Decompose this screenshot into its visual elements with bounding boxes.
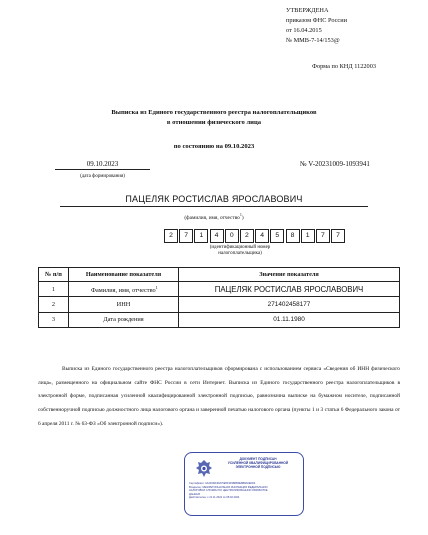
inn-digit: 8 xyxy=(286,229,300,243)
fns-emblem-icon xyxy=(193,458,215,480)
row-value: ПАЦЕЛЯК РОСТИСЛАВ ЯРОСЛАВОВИЧ xyxy=(179,282,400,297)
document-title-line2: в отношении физического лица xyxy=(166,119,262,126)
stamp-owner-line: ДАННЫХ xyxy=(189,492,201,496)
footnote-marker: 1 xyxy=(239,212,242,217)
inn-digit: 2 xyxy=(164,229,178,243)
full-name-caption-text: (фамилия, имя, отчество xyxy=(184,214,240,221)
electronic-signature-stamp xyxy=(184,452,304,516)
table-row xyxy=(39,297,400,312)
column-header-value: Значение показателя xyxy=(179,268,400,282)
document-title-line1: Выписка из Единого государственного реестра налогоплательщиков xyxy=(111,109,317,116)
stamp-owner-line: НАЛОГОВОЙ СЛУЖБЫ ПО ЦЕНТРАЛИЗОВАННОЙ ОБРАБОТКЕ xyxy=(189,489,268,493)
full-name-caption-end: ) xyxy=(241,214,244,221)
inn-digit: 2 xyxy=(240,229,254,243)
person-full-name: ПАЦЕЛЯК РОСТИСЛАВ ЯРОСЛАВОВИЧ xyxy=(60,194,368,207)
approval-block xyxy=(286,6,347,46)
row-label-text: Фамилия, имя, отчество xyxy=(91,286,156,294)
table-row xyxy=(39,282,400,297)
stamp-header-line: ЭЛЕКТРОННОЙ ПОДПИСЬЮ xyxy=(235,465,281,469)
indicators-table xyxy=(38,267,400,328)
inn-digit: 7 xyxy=(316,229,330,243)
full-name-caption xyxy=(0,212,428,221)
row-number: 2 xyxy=(39,297,69,312)
table-row xyxy=(39,312,400,327)
inn-digit: 7 xyxy=(331,229,345,243)
inn-digit: 4 xyxy=(210,229,224,243)
row-number: 3 xyxy=(39,312,69,327)
stamp-owner-line: Владелец: МЕЖРЕГИОНАЛЬНАЯ ИНСПЕКЦИЯ ФЕДЕРАЛЬНОЙ xyxy=(189,485,268,489)
row-value: 01.11.1980 xyxy=(179,312,400,327)
document-number: № V-20231009-1093941 xyxy=(300,160,370,168)
inn-digit-boxes xyxy=(164,229,346,243)
inn-digit: 4 xyxy=(255,229,269,243)
approval-line: № ММВ-7-14/153@ xyxy=(286,36,340,44)
approval-line: от 16.04.2015 xyxy=(286,26,322,34)
stamp-validity: Действителен: с 21.11.2022 по 08.02.2024 xyxy=(189,496,240,500)
inn-digit: 1 xyxy=(301,229,315,243)
stamp-certificate: Сертификат: 3A4F0D0462C5E5F3F9B6B0E8B8A0E0D4 xyxy=(189,482,256,485)
inn-digit: 7 xyxy=(179,229,193,243)
inn-caption: (идентификационный номер налогоплательщика) xyxy=(209,245,271,256)
stamp-header xyxy=(215,457,301,469)
form-code: Форма по КНД 1122003 xyxy=(312,63,377,70)
stamp-header-line: УСИЛЕННОЙ КВАЛИФИЦИРОВАННОЙ xyxy=(227,461,289,465)
legal-notice-paragraph: Выписка из Единого государственного реестра налогоплательщиков сформирована с использованием сервиса «Сведения об ИНН физического лица», размещенного на официальном сайте ФНС России в сети Интернет. Выписка из Единого государственного реестра налогоплательщиков в электронной форме, подписанная усиленной квалифицированной электронной подписью, равнозначна выписке на бумажном носителе, подписанной собственноручной подписью должностного лица налогового органа и заверенной печатью налогового органа (пункты 1 и 3 статьи 6 Федерального закона от 6 апреля 2011 г. № 63-ФЗ «Об электронной подписи»). xyxy=(38,366,400,427)
formation-date: 09.10.2023 xyxy=(55,160,150,170)
inn-digit: 5 xyxy=(270,229,284,243)
stamp-header-line: ДОКУМЕНТ ПОДПИСАН xyxy=(239,457,277,461)
row-label: ИНН xyxy=(69,297,179,312)
footnote-marker: 1 xyxy=(155,284,158,290)
approval-line: УТВЕРЖДЕНА xyxy=(286,7,329,14)
row-label: Дата рождения xyxy=(69,312,179,327)
column-header-number: № п/п xyxy=(39,268,69,282)
column-header-indicator: Наименование показателя xyxy=(69,268,179,282)
stamp-details xyxy=(189,482,299,500)
approval-line: приказом ФНС России xyxy=(286,16,347,24)
inn-digit: 0 xyxy=(225,229,239,243)
inn-digit: 1 xyxy=(194,229,208,243)
formation-date-caption: (дата формирования) xyxy=(80,174,125,179)
row-number: 1 xyxy=(39,282,69,297)
row-label xyxy=(69,282,179,297)
table-header-row xyxy=(39,268,400,282)
row-value: 271402458177 xyxy=(179,297,400,312)
as-of-date: по состоянию на 09.10.2023 xyxy=(173,143,255,150)
